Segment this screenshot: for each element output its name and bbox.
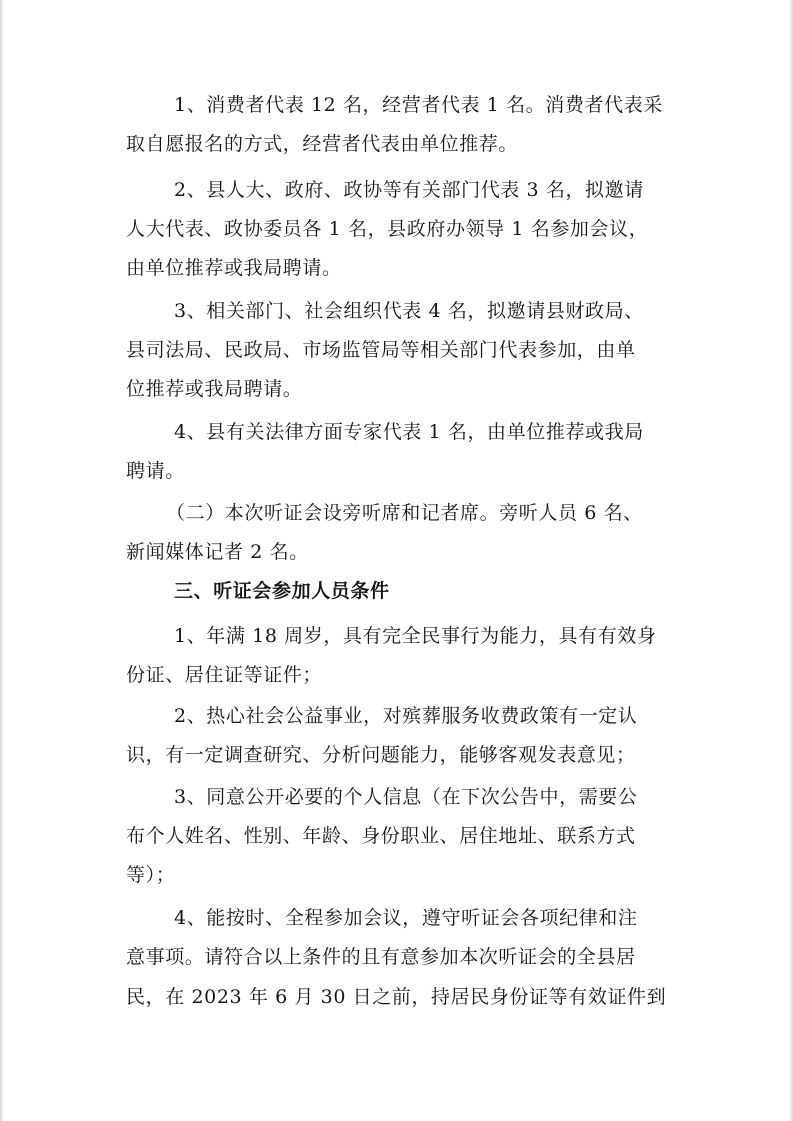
paragraph-line: 3、相关部门、社会组织代表 4 名，拟邀请县财政局、 (174, 300, 644, 322)
paragraph-line: 3、同意公开必要的个人信息（在下次公告中，需要公 (174, 786, 638, 808)
paragraph-line: 位推荐或我局聘请。 (126, 378, 303, 400)
scan-edge-right (789, 0, 793, 1121)
paragraph-line: 新闻媒体记者 2 名。 (126, 541, 309, 563)
paragraph-line: 县司法局、民政局、市场监管局等相关部门代表参加，由单 (126, 339, 636, 361)
paragraph-line: 民，在 2023 年 6 月 30 日之前，持居民身份证等有效证件到 (126, 986, 667, 1008)
paragraph-line: 意事项。请符合以上条件的且有意参加本次听证会的全县居 (126, 946, 636, 968)
paragraph-line: 4、县有关法律方面专家代表 1 名，由单位推荐或我局 (174, 421, 644, 443)
paragraph-line: 2、县人大、政府、政协等有关部门代表 3 名，拟邀请 (174, 179, 644, 201)
paragraph-line: 布个人姓名、性别、年龄、身份职业、居住地址、联系方式 (126, 825, 636, 847)
paragraph-line: 2、热心社会公益事业，对殡葬服务收费政策有一定认 (174, 705, 638, 727)
section-heading: 三、听证会参加人员条件 (174, 580, 390, 602)
paragraph-line: 1、消费者代表 12 名，经营者代表 1 名。消费者代表采 (174, 94, 663, 116)
paragraph-line: 份证、居住证等证件； (126, 664, 323, 686)
paragraph-line: 聘请。 (126, 460, 185, 482)
paragraph-line: 取自愿报名的方式，经营者代表由单位推荐。 (126, 133, 519, 155)
paragraph-line: 等）； (126, 864, 176, 886)
paragraph-line: 1、年满 18 周岁，具有完全民事行为能力，具有有效身 (174, 625, 657, 647)
paragraph-line: 由单位推荐或我局聘请。 (126, 257, 342, 279)
paragraph-line: 识，有一定调查研究、分析问题能力，能够客观发表意见； (126, 744, 636, 766)
paragraph-line: 4、能按时、全程参加会议，遵守听证会各项纪律和注 (174, 907, 638, 929)
paragraph-line: （二）本次听证会设旁听席和记者席。旁听人员 6 名、 (166, 502, 643, 524)
paragraph-line: 人大代表、政协委员各 1 名，县政府办领导 1 名参加会议， (126, 218, 649, 240)
scan-edge-left (0, 0, 4, 1121)
